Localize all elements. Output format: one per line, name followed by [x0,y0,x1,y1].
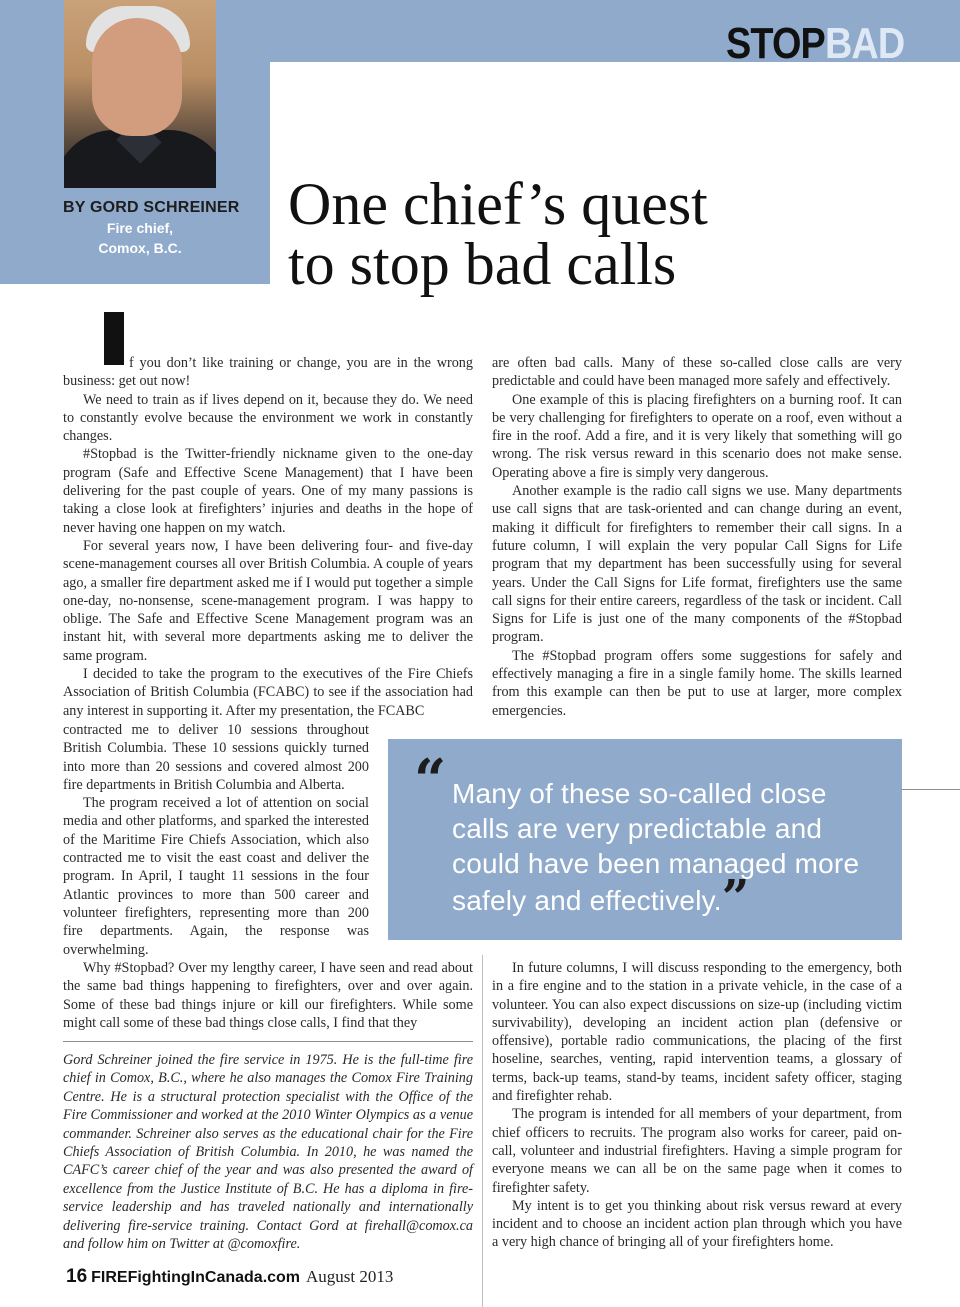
paragraph: One example of this is placing firefighters on a burning roof. It can be very challenging for firefighters to operate on a roof, even without a fire in the roof. Add a fire, and it is very likely that something will go wrong. The risk versus reward in this scenario does not make sense. Operating above a fire is simply very dangerous. [492,391,902,481]
open-quote-mark: “ [414,747,447,813]
paragraph: The #Stopbad program offers some suggestions for safely and effectively managing a fire in a single family home. The skills learned from this example can then be put to use at larger, more complex emergencies. [492,647,902,719]
paragraph: contracted me to deliver 10 sessions throughout British Columbia. These 10 sessions quickly turned into more than 20 sessions and covered almost 200 fire departments in British Columbia and Alberta. [63,722,369,793]
author-title: Fire chief, [106,220,174,236]
page-footer [66,1266,393,1288]
paragraph: #Stopbad is the Twitter-friendly nickname given to the one-day program (Safe and Effective Scene Management) that I have been delivering for the past couple of years. One of my many passions is taking a close look at firefighters’ injuries and deaths in the hope of never having one happen on my watch. [63,446,473,536]
brand-bad: BAD [824,19,904,68]
author-location: Comox, B.C. [98,240,182,256]
paragraph: I decided to take the program to the executives of the Fire Chiefs Association of British Columbia (FCABC) to see if the association had any interest in supporting it. After my presentation, the FCABC [63,666,473,719]
pull-quote [452,776,872,926]
headline-line-2: to stop bad calls [288,231,677,297]
headline-line-1: One chief’s quest [288,171,708,237]
author-bio: Gord Schreiner joined the fire service in 1975. He is the full-time fire chief in Comox, B.C., where he also manages the Comox Fire Training Centre. He is a structural protection specialist with the Office of the Fire Commissioner and worked at the 2010 Winter Olympics as a venue commander. Schreiner also serves as the educational chair for the Fire Chiefs Association of British Columbia. In 2010, he was named the CAFC’s career chief of the year and was also presented the award of excellence from the Justice Institute of B.C. He has a diploma in fire-service leadership and has traveled nationally and internationally delivering fire-service training. Contact Gord at firehall@comox.ca and follow him on Twitter at @comoxfire. [63,1052,473,1253]
paragraph: The program received a lot of attention on social media and other platforms, and sparked the interested of the Maritime Fire Chiefs Association, which also contracted me to visit the east coast and deliver the program. In April, I taught 11 sessions in the four Atlantic provinces to more than 500 career and volunteer firefighters, representing more than 200 fire departments. Again, the response was overwhelming. [63,795,369,958]
paragraph: In future columns, I will discuss responding to the emergency, both in a fire engine and to the station in a private vehicle, in the case of a volunteer. You can also expect discussions on size-up (including victim survivability), developing an incident action plan (defensive or offensive), portable radio communications, the placing of the first hoseline, searches, venting, rapid intervention teams, a glossary of terms, back-up teams, stand-by teams, incident safety officer, staging and firefighter rehab. [492,960,902,1105]
left-column-lower [63,959,473,1032]
bio-divider [63,1041,473,1042]
paragraph: We need to train as if lives depend on it, because they do. We need to constantly evolve because the environment we work in constantly changes. [63,391,473,445]
page-title [288,171,708,297]
paragraph: My intent is to get you thinking about risk versus reward at every incident and to choose an incident action plan through which you have a very high chance of bringing all of your firefighters home. [492,1197,902,1251]
close-quote-mark: ” [721,870,750,926]
page-number: 16 [66,1266,88,1287]
right-column-lower [492,959,902,1252]
paragraph: Why #Stopbad? Over my lengthy career, I have seen and read about the same bad things happening to firefighters, over and over again. Some of these bad things injure or kill our firefighters. While some might call some of these bad things close calls, I find that they [63,960,473,1031]
paragraph: The program is intended for all members of your department, from chief officers to recruits. The program also works for career, paid on-call, volunteer and industrial firefighters. Having a simple program for everyone means we can all be on the same page when it comes to firefighter safety. [492,1106,902,1196]
website-name: FIREFightingInCanada.com [91,1269,301,1286]
paragraph: For several years now, I have been delivering four- and five-day scene-management courses all over British Columbia. A couple of years ago, a smaller fire department asked me if I would put together a simple one-day, no-nonsense, scene-management program. I was happy to oblige. The Safe and Effective Scene Management program was an instant hit, with several more departments asking me to deliver the same program. [63,537,473,664]
pull-quote-text: Many of these so-called close calls are very predictable and could have been managed more safely and effectively. [452,778,860,916]
brand-stop: STOP [725,19,825,68]
pull-quote-rule [902,789,960,790]
paragraph: are often bad calls. Many of these so-called close calls are very predictable and could have been managed more safely and effectively. [492,355,902,390]
column-divider [482,955,483,1307]
author-byline: BY GORD SCHREINER [63,199,240,216]
right-column-upper [492,354,902,720]
section-brand [725,19,904,68]
issue-date: August 2013 [306,1267,394,1286]
left-column-upper [63,354,473,720]
left-column-narrow [63,721,369,959]
paragraph: f you don’t like training or change, you are in the wrong business: get out now! [63,355,473,390]
author-photo [64,0,216,188]
paragraph: Another example is the radio call signs we use. Many departments use call signs that are task-oriented and can change during an event, making it difficult for firefighters to remember their call signs. In a future column, I will explain the very popular Call Signs for Life program that my department has been successfully using for several years. Under the Call Signs for Life format, firefighters use the same call signs for their entire careers, regardless of the task or incident. Call Signs for Life is just one of the many components of the #Stopbad program. [492,483,902,646]
